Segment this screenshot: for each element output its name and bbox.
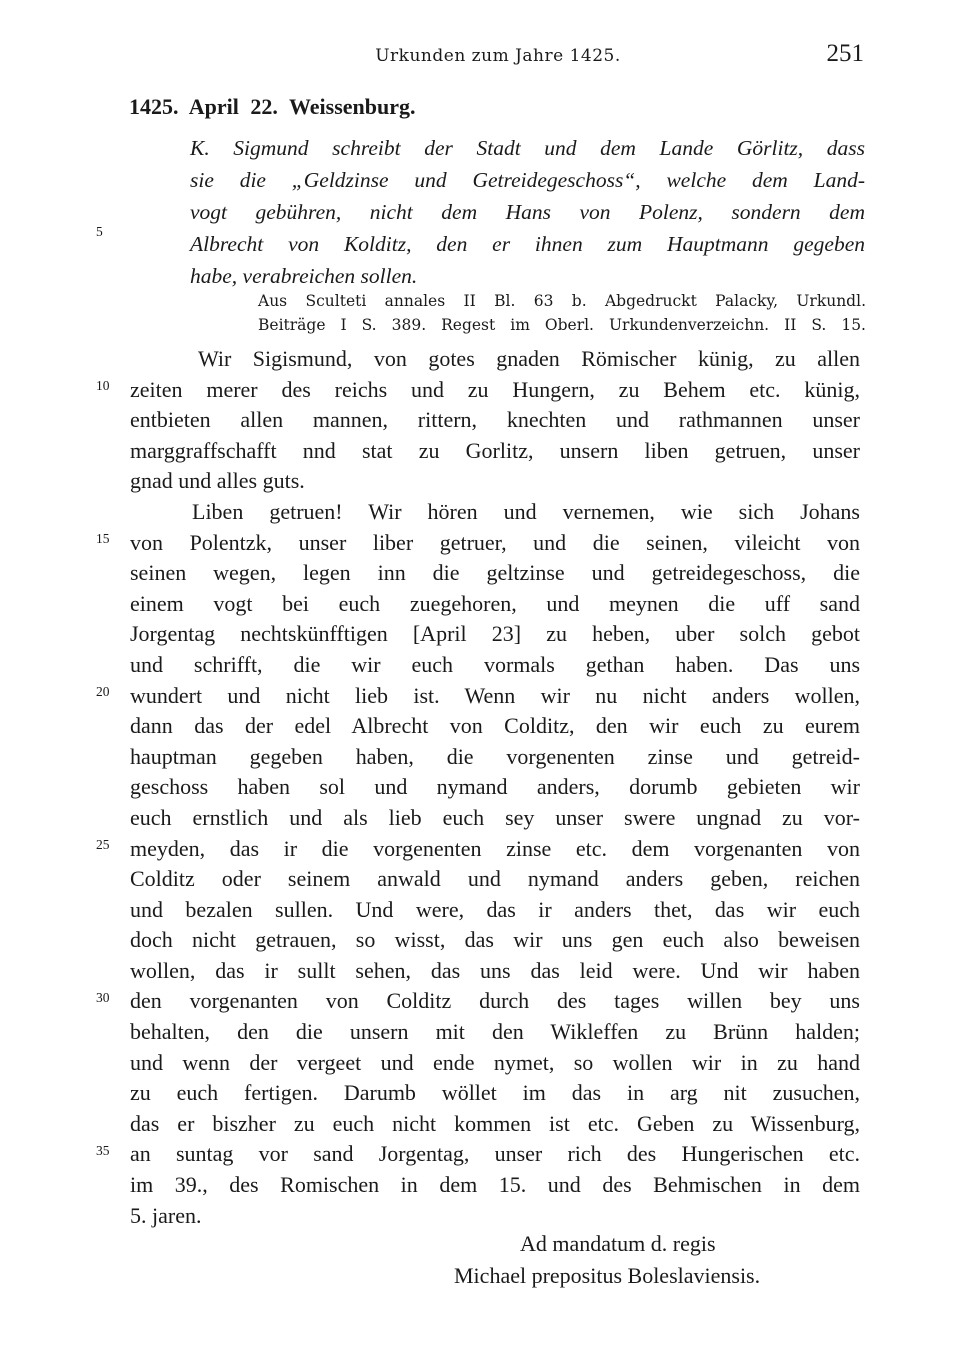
body-line: geschoss haben sol und nymand anders, dorumb gebieten wir: [130, 774, 860, 800]
body-line: Jorgentag nechtskünfftigen [April 23] zu heben, uber solch gebot: [130, 621, 860, 647]
closing-line-mandate: Ad mandatum d. regis: [520, 1231, 716, 1256]
body-line: hauptman gegeben haben, die vorgenenten zinse und getreid-: [130, 743, 860, 769]
summary-line: vogt gebühren, nicht dem Hans von Polenz, sondern dem: [190, 200, 865, 224]
line-number: 25: [96, 837, 110, 852]
body-line: gnad und alles guts.: [130, 468, 305, 494]
summary-line: K. Sigmund schreibt der Stadt und dem Lande Görlitz, dass: [190, 136, 865, 160]
summary-line: Albrecht von Kolditz, den er ihnen zum Hauptmann gegeben: [190, 232, 865, 256]
document-summary: [190, 132, 865, 292]
body-line: entbieten allen mannen, rittern, knechten und rathmannen unser: [130, 407, 860, 433]
body-line: und wenn der vergeet und ende nymet, so wollen wir in zu hand: [130, 1049, 860, 1075]
line-number: 35: [96, 1143, 110, 1158]
body-line: Colditz oder seinem anwald und nymand anders geben, reichen: [130, 866, 860, 892]
body-line: dann das der edel Albrecht von Colditz, den wir euch zu eurem: [130, 713, 860, 739]
summary-line: sie die „Geldzinse und Getreidegeschoss“, welche dem Land-: [190, 168, 865, 192]
source-line: Aus Sculteti annales II Bl. 63 b. Abgedruckt Palacky, Urkundl.: [258, 292, 866, 310]
body-line: und bezalen sullen. Und were, das ir anders thet, das wir euch: [130, 896, 860, 922]
document-body: [130, 344, 860, 1231]
body-line: von Polentzk, unser liber getruer, und die seinen, vileicht von: [130, 529, 860, 555]
body-line: wollen, das ir sullt sehen, das uns das leid were. Und wir haben: [130, 957, 860, 983]
body-line: Wir Sigismund, von gotes gnaden Römischer künig, zu allen: [198, 346, 860, 371]
summary-line: habe, verabreichen sollen.: [190, 264, 418, 288]
line-number: 20: [96, 684, 110, 699]
body-line: marggraffschafft nnd stat zu Gorlitz, unsern liben getruen, unser: [130, 437, 860, 463]
source-line: Beiträge I S. 389. Regest im Oberl. Urkundenverzeichn. II S. 15.: [258, 316, 866, 334]
body-line: meyden, das ir die vorgenenten zinse etc. dem vorgenanten von: [130, 835, 860, 861]
body-line: an suntag vor sand Jorgentag, unser rich des Hungerischen etc.: [130, 1141, 860, 1167]
line-number: 10: [96, 378, 110, 393]
page-number: 251: [826, 40, 864, 67]
body-line: einem vogt bei euch zuegehoren, und meynen die uff sand: [130, 590, 860, 616]
body-line: seinen wegen, legen inn die geltzinse und getreidegeschoss, die: [130, 560, 860, 586]
body-line: 5. jaren.: [130, 1202, 202, 1228]
line-number: 30: [96, 990, 110, 1005]
line-number: 15: [96, 531, 110, 546]
body-line: und schrifft, die wir euch vormals gethan haben. Das uns: [130, 651, 860, 677]
body-line: behalten, den die unsern mit den Wikleffen zu Brünn halden;: [130, 1019, 860, 1045]
document-heading: 1425. April 22. Weissenburg.: [129, 94, 416, 119]
body-line: wundert und nicht lieb ist. Wenn wir nu nicht anders wollen,: [130, 682, 860, 708]
line-number: 5: [96, 224, 103, 239]
closing-line-signatory: Michael prepositus Boleslaviensis.: [454, 1263, 761, 1288]
body-line: doch nicht getrauen, so wisst, das wir uns gen euch also beweisen: [130, 927, 860, 953]
body-line: euch ernstlich und als lieb euch sey unser swere ungnad zu vor-: [130, 804, 860, 830]
source-note: [258, 289, 866, 337]
body-line: im 39., des Romischen in dem 15. und des Behmischen in dem: [130, 1172, 860, 1198]
body-line: den vorgenanten von Colditz durch des tages willen bey uns: [130, 988, 860, 1014]
body-line: Liben getruen! Wir hören und vernemen, wie sich Johans: [192, 498, 860, 524]
body-line: zu euch fertigen. Darumb wöllet im das in arg nit zusuchen,: [130, 1080, 860, 1106]
page-header: [128, 40, 868, 74]
body-line: zeiten merer des reichs und zu Hungern, zu Behem etc. künig,: [130, 376, 860, 402]
body-line: das er biszher zu euch nicht kommen ist etc. Geben zu Wissenburg,: [130, 1110, 860, 1136]
running-title: Urkunden zum Jahre 1425.: [375, 46, 621, 66]
closing-formula: [130, 1228, 860, 1292]
